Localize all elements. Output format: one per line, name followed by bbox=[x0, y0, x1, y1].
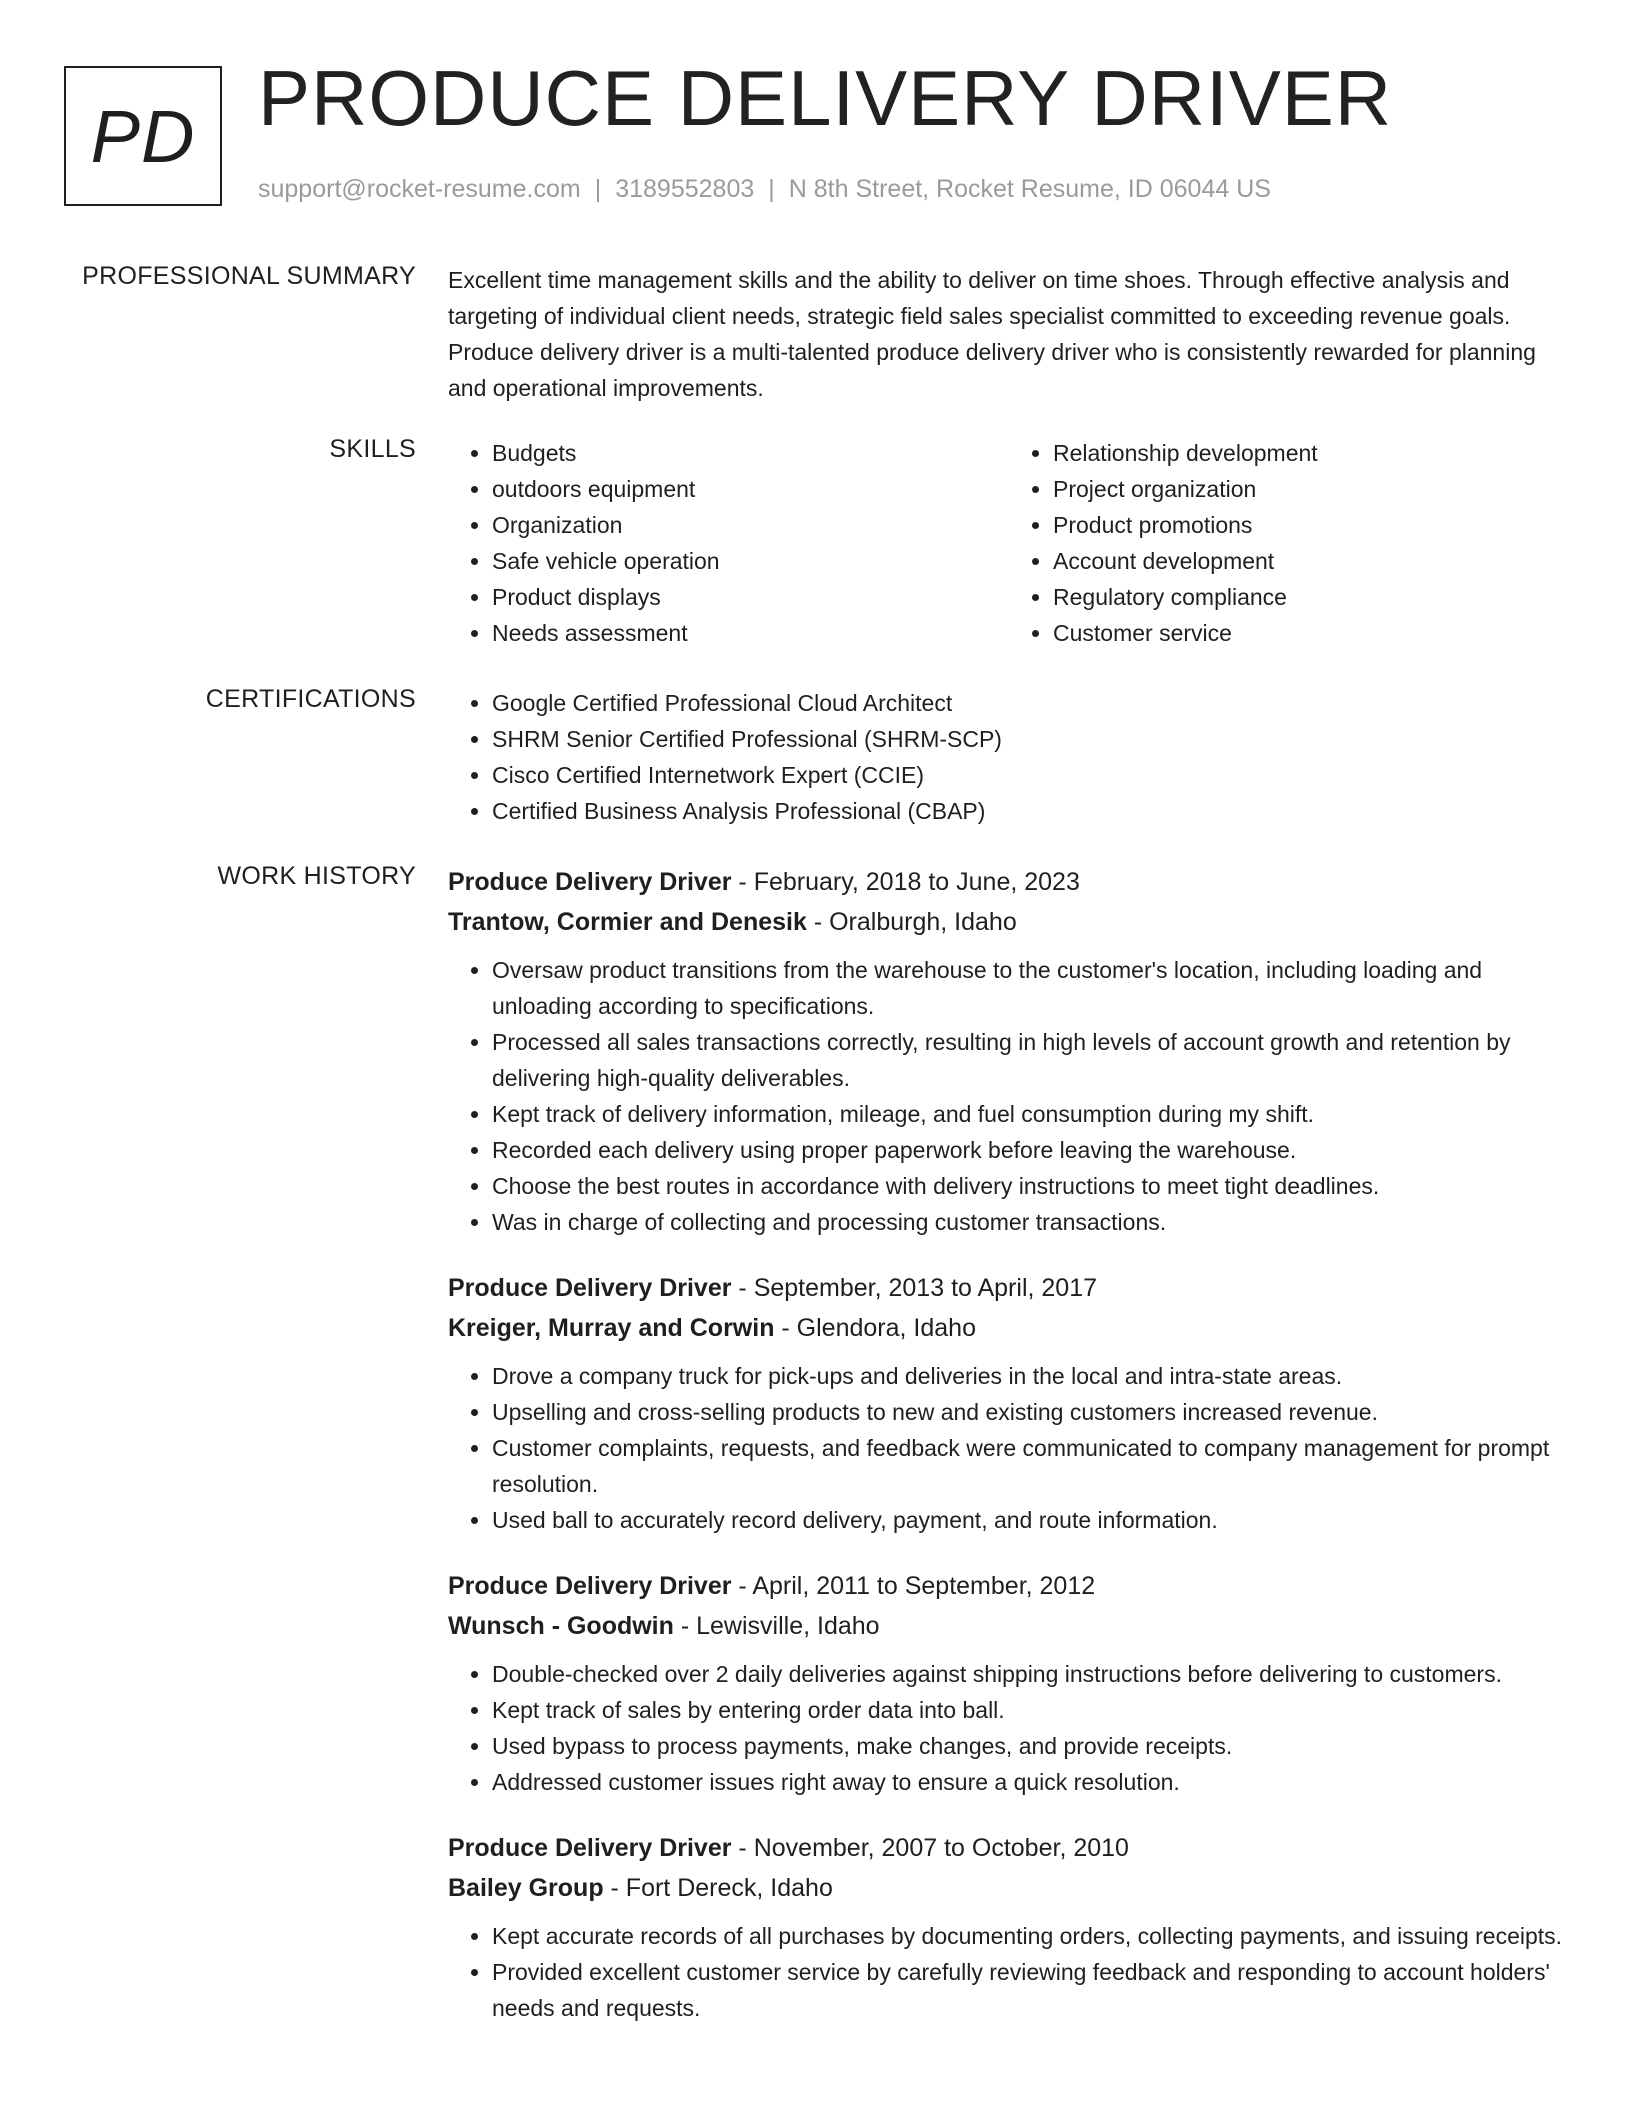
job-dates: - April, 2011 to September, 2012 bbox=[731, 1572, 1096, 1600]
skill-item: • Relationship development bbox=[1053, 435, 1570, 471]
certification-item: • SHRM Senior Certified Professional (SHRM-SCP) bbox=[492, 721, 1570, 757]
job-bullets bbox=[448, 1918, 1570, 2026]
job-bullet: • Kept track of sales by entering order data into ball. bbox=[492, 1692, 1570, 1728]
job-company-line bbox=[448, 902, 1570, 942]
job-bullet: • Kept track of delivery information, mileage, and fuel consumption during my shift. bbox=[492, 1096, 1570, 1132]
skills-list-left bbox=[448, 435, 1009, 651]
contact-address: N 8th Street, Rocket Resume, ID 06044 US bbox=[788, 175, 1271, 203]
job-dates: - February, 2018 to June, 2023 bbox=[731, 868, 1080, 896]
job-location: - Lewisville, Idaho bbox=[673, 1612, 880, 1640]
certifications-list bbox=[448, 685, 1570, 829]
job-bullet: • Drove a company truck for pick-ups and deliveries in the local and intra-state areas. bbox=[492, 1358, 1570, 1394]
job-dates: - November, 2007 to October, 2010 bbox=[731, 1834, 1129, 1862]
job-company: Kreiger, Murray and Corwin bbox=[448, 1314, 775, 1342]
job-company-line bbox=[448, 1308, 1570, 1348]
job-bullet: • Used ball to accurately record delivery, payment, and route information. bbox=[492, 1502, 1570, 1538]
initials-monogram: PD bbox=[64, 66, 222, 206]
certification-item: • Cisco Certified Internetwork Expert (CCIE) bbox=[492, 757, 1570, 793]
skill-item: • Project organization bbox=[1053, 471, 1570, 507]
job-company: Bailey Group bbox=[448, 1874, 604, 1902]
job-entry bbox=[448, 1566, 1570, 1800]
job-dates: - September, 2013 to April, 2017 bbox=[731, 1274, 1097, 1302]
skill-item: • Safe vehicle operation bbox=[492, 543, 1009, 579]
skills-heading: SKILLS bbox=[329, 435, 416, 463]
job-location: - Oralburgh, Idaho bbox=[806, 908, 1017, 936]
job-location: - Glendora, Idaho bbox=[774, 1314, 976, 1342]
job-bullet: • Double-checked over 2 daily deliveries against shipping instructions before delivering to customers. bbox=[492, 1656, 1570, 1692]
job-bullet: • Choose the best routes in accordance with delivery instructions to meet tight deadlines. bbox=[492, 1168, 1570, 1204]
job-bullets bbox=[448, 1656, 1570, 1800]
job-entry bbox=[448, 862, 1570, 1240]
skills-list-right bbox=[1009, 435, 1570, 651]
job-role: Produce Delivery Driver bbox=[448, 868, 732, 896]
contact-line bbox=[258, 175, 1271, 204]
job-entry bbox=[448, 1828, 1570, 2026]
resume-name-title: PRODUCE DELIVERY DRIVER bbox=[258, 54, 1393, 142]
job-bullet: • Kept accurate records of all purchases by documenting orders, collecting payments, and issuing receipts. bbox=[492, 1918, 1570, 1954]
certification-item: • Certified Business Analysis Professional (CBAP) bbox=[492, 793, 1570, 829]
certifications-body bbox=[448, 685, 1570, 829]
job-bullet: • Provided excellent customer service by carefully reviewing feedback and responding to account holders' needs and requests. bbox=[492, 1954, 1570, 2026]
skills-columns bbox=[448, 435, 1570, 651]
job-bullet: • Customer complaints, requests, and feedback were communicated to company management for prompt resolution. bbox=[492, 1430, 1570, 1502]
job-entry bbox=[448, 1268, 1570, 1538]
job-company-line bbox=[448, 1868, 1570, 1908]
job-role: Produce Delivery Driver bbox=[448, 1834, 732, 1862]
job-role: Produce Delivery Driver bbox=[448, 1572, 732, 1600]
job-bullet: • Oversaw product transitions from the warehouse to the customer's location, including loading and unloading according to specifications. bbox=[492, 952, 1570, 1024]
contact-email[interactable]: support@rocket-resume.com bbox=[258, 175, 581, 203]
job-title-line bbox=[448, 862, 1570, 902]
skill-item: • Organization bbox=[492, 507, 1009, 543]
skill-item: • outdoors equipment bbox=[492, 471, 1009, 507]
skill-item: • Regulatory compliance bbox=[1053, 579, 1570, 615]
job-bullet: • Addressed customer issues right away to ensure a quick resolution. bbox=[492, 1764, 1570, 1800]
job-company-line bbox=[448, 1606, 1570, 1646]
job-bullet: • Processed all sales transactions correctly, resulting in high levels of account growth and retention by delivering high-quality deliverables. bbox=[492, 1024, 1570, 1096]
job-title-line bbox=[448, 1268, 1570, 1308]
job-company: Trantow, Cormier and Denesik bbox=[448, 908, 807, 936]
skill-item: • Product promotions bbox=[1053, 507, 1570, 543]
job-role: Produce Delivery Driver bbox=[448, 1274, 732, 1302]
job-title-line bbox=[448, 1828, 1570, 1868]
work-history-heading: WORK HISTORY bbox=[217, 862, 416, 890]
contact-separator: | bbox=[594, 175, 602, 203]
skill-item: • Needs assessment bbox=[492, 615, 1009, 651]
summary-heading: PROFESSIONAL SUMMARY bbox=[82, 262, 416, 290]
job-bullets bbox=[448, 1358, 1570, 1538]
skill-item: • Customer service bbox=[1053, 615, 1570, 651]
summary-text: Excellent time management skills and the ability to deliver on time shoes. Through effective analysis and targeting of individual client needs, strategic field sales specialist committed to exceeding revenue goals. Produce delivery driver is a multi-talented produce delivery driver who is consistently rewarded for planning and operational improvements. bbox=[448, 267, 1536, 401]
contact-separator: | bbox=[768, 175, 775, 203]
job-location: - Fort Dereck, Idaho bbox=[603, 1874, 833, 1902]
job-bullet: • Upselling and cross-selling products to new and existing customers increased revenue. bbox=[492, 1394, 1570, 1430]
job-bullets bbox=[448, 952, 1570, 1240]
job-bullet: • Used bypass to process payments, make changes, and provide receipts. bbox=[492, 1728, 1570, 1764]
contact-phone[interactable]: 3189552803 bbox=[615, 175, 755, 203]
skill-item: • Account development bbox=[1053, 543, 1570, 579]
job-bullet: • Was in charge of collecting and processing customer transactions. bbox=[492, 1204, 1570, 1240]
job-title-line bbox=[448, 1566, 1570, 1606]
certification-item: • Google Certified Professional Cloud Architect bbox=[492, 685, 1570, 721]
job-bullet: • Recorded each delivery using proper paperwork before leaving the warehouse. bbox=[492, 1132, 1570, 1168]
work-history-body bbox=[448, 862, 1570, 2054]
skill-item: • Budgets bbox=[492, 435, 1009, 471]
certifications-heading: CERTIFICATIONS bbox=[205, 685, 416, 713]
job-company: Wunsch - Goodwin bbox=[448, 1612, 674, 1640]
skill-item: • Product displays bbox=[492, 579, 1009, 615]
